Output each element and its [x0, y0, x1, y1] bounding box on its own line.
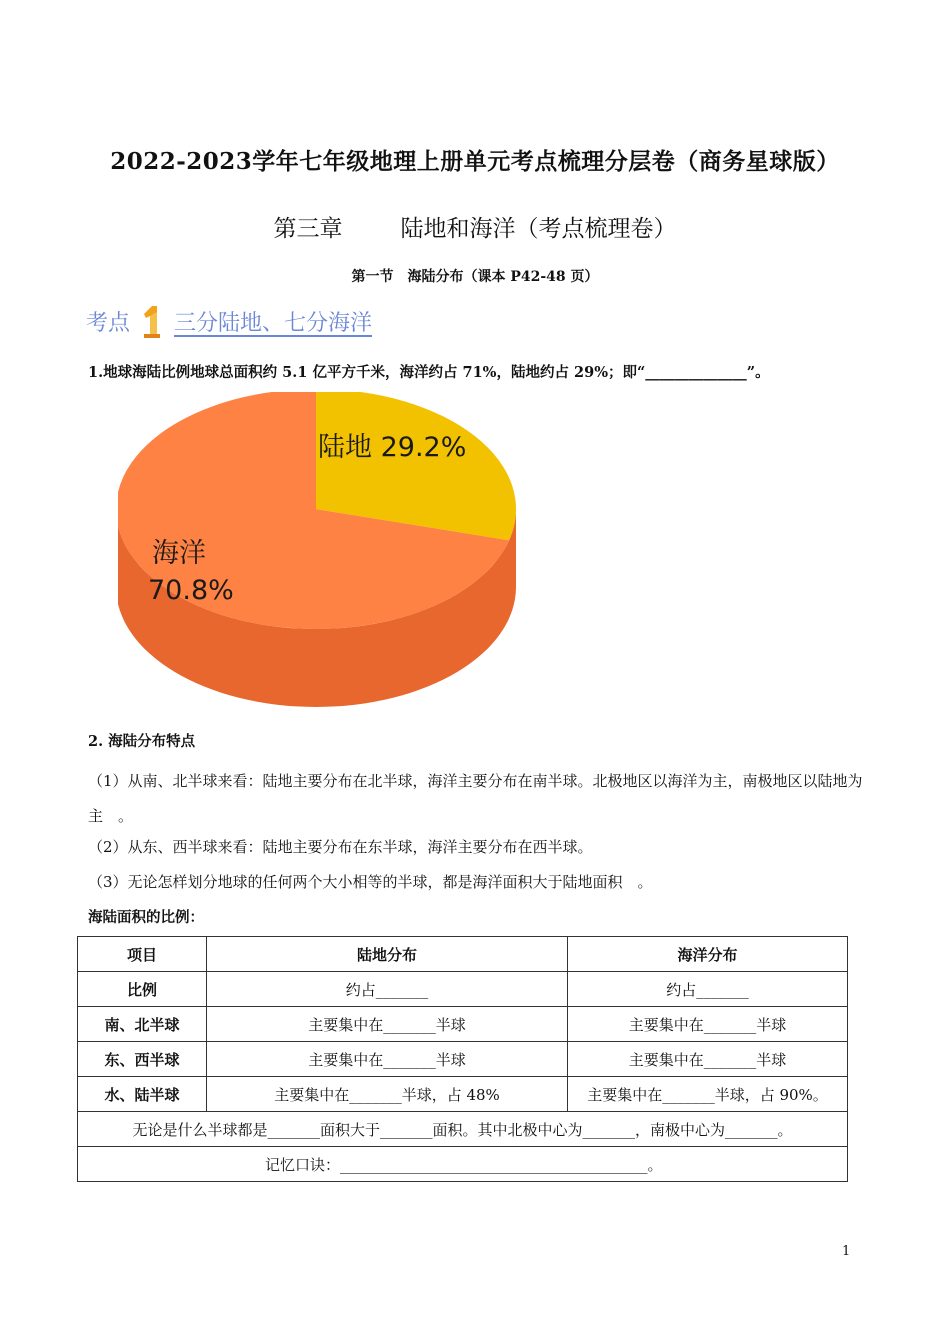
- table-row: [78, 972, 848, 1007]
- row-label: 水、陆半球: [78, 1077, 207, 1112]
- number-one-icon: [140, 304, 162, 338]
- cell-sea: 主要集中在_______半球，占 90%。: [568, 1077, 848, 1112]
- table-row: [78, 1007, 848, 1042]
- table-summary-row: [78, 1112, 848, 1147]
- kaodian-banner: [86, 304, 372, 338]
- cell-land: 约占_______: [207, 972, 568, 1007]
- cell-land: 主要集中在_______半球: [207, 1007, 568, 1042]
- header-land: 陆地分布: [207, 937, 568, 972]
- paragraph-2: （2）从东、西半球来看：陆地主要分布在东半球，海洋主要分布在西半球。: [88, 838, 593, 856]
- kaodian-label: 考点: [86, 310, 131, 336]
- cell-land: 主要集中在_______半球，占 48%: [207, 1077, 568, 1112]
- mnemonic-cell: 记忆口诀：_________________________________________。: [78, 1147, 848, 1182]
- table-row: [78, 1077, 848, 1112]
- slice-label-sea-value: 70.8%: [148, 575, 234, 606]
- section-2-heading: 2. 海陆分布特点: [88, 733, 196, 750]
- paragraph-3: （3）无论怎样划分地球的任何两个大小相等的半球，都是海洋面积大于陆地面积 。: [88, 873, 653, 891]
- cell-sea: 约占_______: [568, 972, 848, 1007]
- cell-sea: 主要集中在_______半球: [568, 1042, 848, 1077]
- cell-sea: 主要集中在_______半球: [568, 1007, 848, 1042]
- chapter-number: 第三章: [273, 216, 343, 242]
- slice-label-land: 陆地 29.2%: [318, 432, 467, 463]
- cell-land: 主要集中在_______半球: [207, 1042, 568, 1077]
- summary-cell: 无论是什么半球都是_______面积大于_______面积。其中北极中心为_______，南极中心为_______。: [78, 1112, 848, 1147]
- table-mnemonic-row: [78, 1147, 848, 1182]
- row-label: 南、北半球: [78, 1007, 207, 1042]
- chapter-heading: [0, 210, 950, 243]
- table-row: [78, 1042, 848, 1077]
- header-item: 项目: [78, 937, 207, 972]
- kaodian-number-badge: [140, 304, 162, 338]
- table-caption: 海陆面积的比例：: [88, 909, 204, 926]
- page-number: 1: [842, 1244, 851, 1259]
- slice-label-sea-name: 海洋: [152, 538, 206, 569]
- document-title: 2022-2023学年七年级地理上册单元考点梳理分层卷（商务星球版）: [110, 148, 840, 175]
- table-header-row: [78, 937, 848, 972]
- kaodian-heading: 三分陆地、七分海洋: [174, 310, 373, 336]
- row-label: 比例: [78, 972, 207, 1007]
- paragraph-1: （1）从南、北半球来看：陆地主要分布在北半球，海洋主要分布在南半球。北极地区以海洋为主，南极地区以陆地为主 。: [88, 772, 863, 825]
- section-heading: 第一节 海陆分布（课本 P42-48 页）: [351, 269, 599, 285]
- header-sea: 海洋分布: [568, 937, 848, 972]
- chapter-name: 陆地和海洋（考点梳理卷）: [400, 216, 677, 242]
- land-sea-table: [77, 936, 848, 1182]
- row-label: 东、西半球: [78, 1042, 207, 1077]
- land-sea-pie-chart: [118, 392, 528, 717]
- question-1: 1.地球海陆比例地球总面积约 5.1 亿平方千米，海洋约占 71%，陆地约占 29%；即“______________”。: [88, 364, 770, 381]
